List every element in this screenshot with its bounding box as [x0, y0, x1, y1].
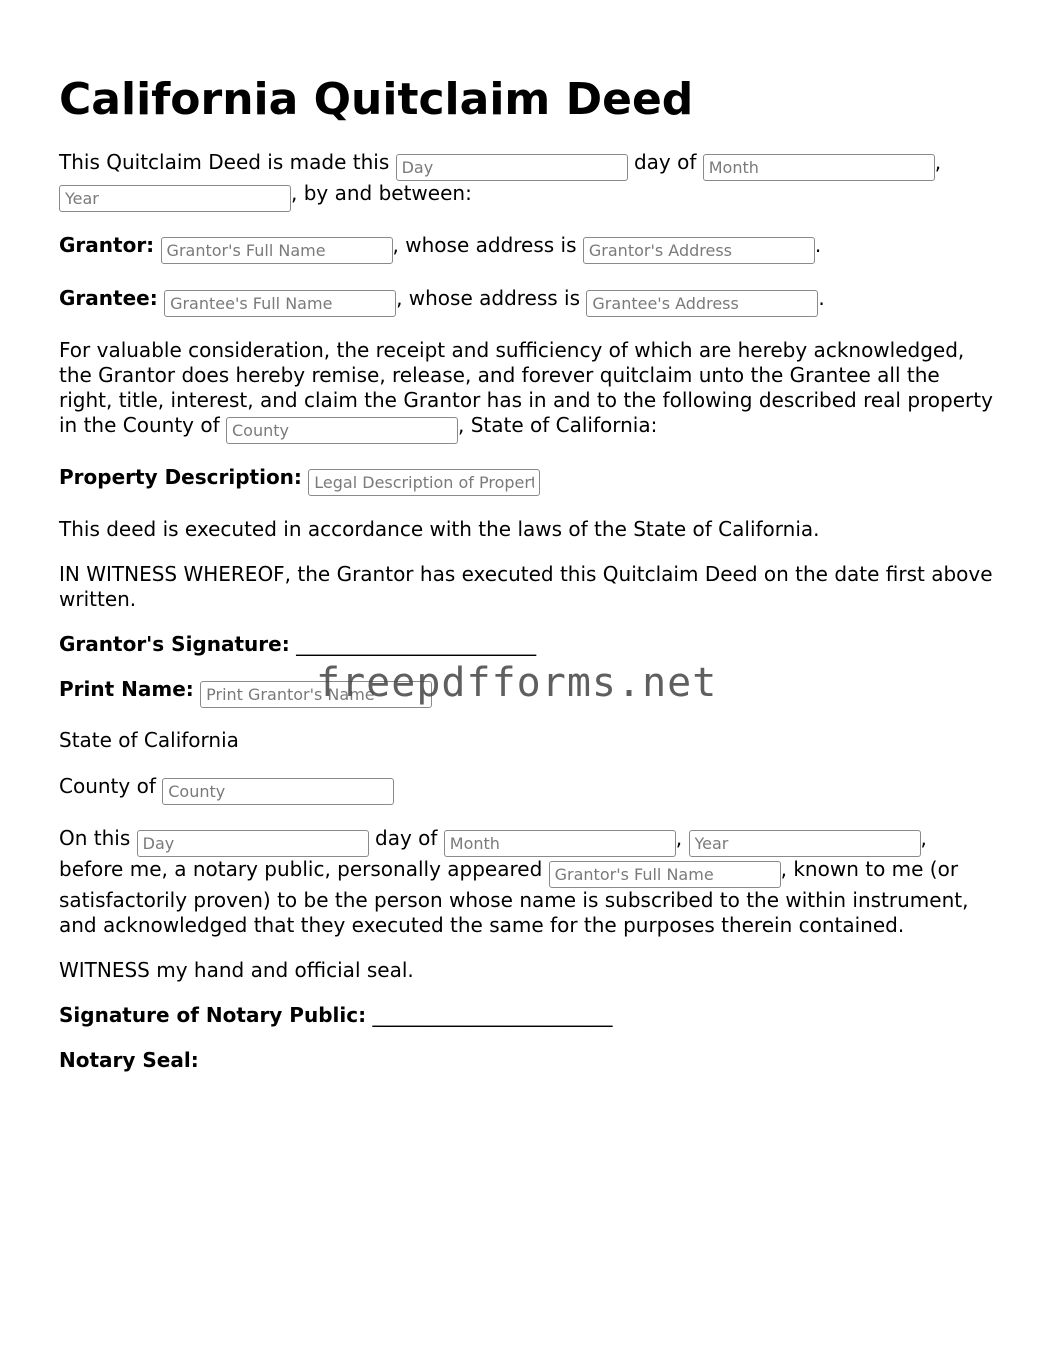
property-county-field[interactable] — [226, 417, 458, 444]
grantor-address-field[interactable] — [583, 237, 815, 264]
notary-acknowledgment-paragraph — [59, 826, 999, 938]
print-name-paragraph — [59, 677, 999, 708]
notary-date-mid: day of — [375, 826, 438, 850]
grantee-address-field[interactable] — [586, 290, 818, 317]
date-prefix-text: This Quitclaim Deed is made this — [59, 150, 390, 174]
deed-document — [59, 70, 999, 1073]
notary-grantor-name-field[interactable] — [549, 861, 781, 888]
grantor-signature-label: Grantor's Signature: — [59, 632, 290, 656]
notary-appeared-text: before me, a notary public, personally appeared — [59, 857, 543, 881]
notary-date-prefix: On this — [59, 826, 131, 850]
grantee-paragraph — [59, 286, 999, 317]
notary-county-paragraph — [59, 774, 999, 805]
deed-day-field[interactable] — [396, 154, 628, 181]
deed-date-paragraph — [59, 150, 999, 212]
notary-date-comma: , — [675, 826, 683, 850]
notary-county-field[interactable] — [162, 778, 394, 805]
grantee-label: Grantee: — [59, 286, 158, 310]
document-title: California Quitclaim Deed — [59, 74, 694, 125]
grantor-signature-line — [59, 632, 999, 657]
deed-year-field[interactable] — [59, 185, 291, 212]
notary-county-label: County of — [59, 774, 156, 798]
grantor-period: . — [814, 233, 822, 257]
site-watermark: freepdfforms.net — [316, 660, 718, 706]
consideration-paragraph — [59, 338, 999, 444]
notary-signature-label: Signature of Notary Public: — [59, 1003, 367, 1027]
property-description-label: Property Description: — [59, 465, 302, 489]
property-description-field[interactable] — [308, 469, 540, 496]
grantor-label: Grantor: — [59, 233, 155, 257]
notary-date-comma-2: , — [920, 826, 927, 850]
consideration-suffix: , State of California: — [458, 413, 658, 437]
grantor-name-field[interactable] — [161, 237, 393, 264]
grantor-paragraph — [59, 233, 999, 264]
grantor-address-text: , whose address is — [392, 233, 577, 257]
print-name-field[interactable] — [200, 681, 432, 708]
notary-signature-blank: ________________________ — [372, 1003, 613, 1027]
notary-seal-label: Notary Seal: — [59, 1048, 199, 1072]
grantor-signature-blank: ________________________ — [296, 632, 537, 656]
print-name-label: Print Name: — [59, 677, 194, 701]
witness-hand-seal-text: WITNESS my hand and official seal. — [59, 958, 414, 982]
consideration-text: For valuable consideration, the receipt and sufficiency of which are hereby acknowledged, the Grantor does hereby remise, release, and forever quitclaim unto the Grantee all the right, title, interest, and claim the Grantor has in and to the following described real property in the County of — [59, 338, 993, 437]
grantee-period: . — [818, 286, 825, 310]
notary-state-text: State of California — [59, 728, 239, 752]
date-suffix-text: , by and between: — [291, 181, 472, 205]
property-description-paragraph — [59, 465, 999, 496]
date-mid-text: day of — [633, 150, 697, 174]
notary-year-field[interactable] — [689, 830, 921, 857]
notary-month-field[interactable] — [444, 830, 676, 857]
grantee-name-field[interactable] — [164, 290, 396, 317]
date-comma: , — [934, 150, 942, 174]
deed-month-field[interactable] — [703, 154, 935, 181]
notary-acknowledgment-text: , known to me (or satisfactorily proven) to be the person whose name is subscribed to the within instrument, and acknowledged that they executed the same for the purposes therein contained. — [59, 857, 969, 937]
notary-day-field[interactable] — [137, 830, 369, 857]
notary-signature-line — [59, 1003, 999, 1028]
notary-seal-paragraph — [59, 1048, 999, 1073]
witness-statement: IN WITNESS WHEREOF, the Grantor has executed this Quitclaim Deed on the date first above written. — [59, 562, 993, 611]
law-statement: This deed is executed in accordance with the laws of the State of California. — [59, 517, 820, 541]
grantee-address-text: , whose address is — [396, 286, 581, 310]
